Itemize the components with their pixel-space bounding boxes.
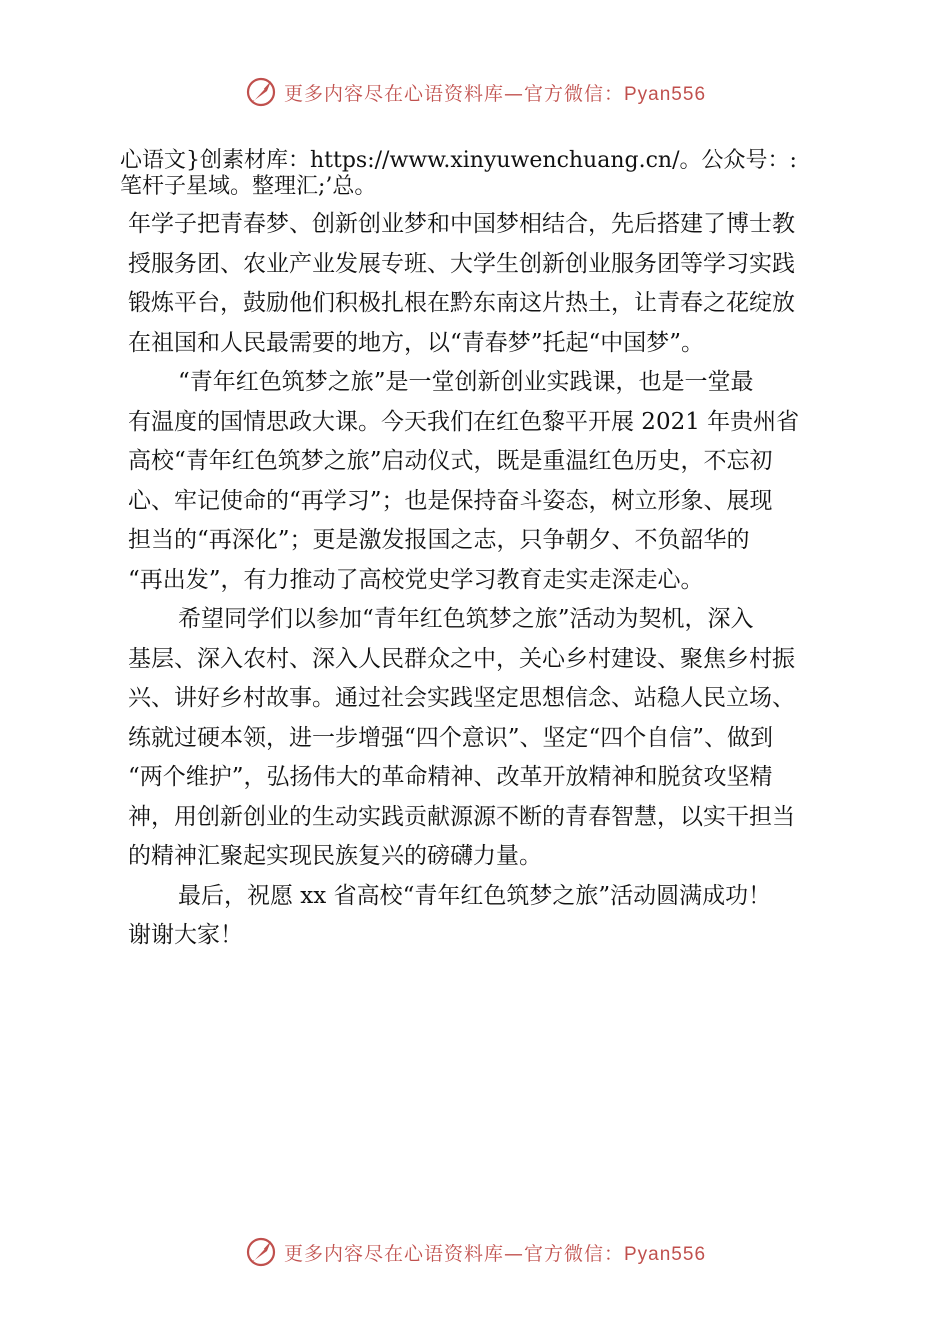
body-line: 兴、讲好乡村故事。通过社会实践坚定思想信念、站稳人民立场、 — [128, 685, 795, 711]
banner-wechat-id: Pyan556 — [624, 83, 707, 105]
body-line: 基层、深入农村、深入人民群众之中，关心乡村建设、聚焦乡村振 — [128, 645, 795, 672]
body-line: “两个维护”，弘扬伟大的革命精神、改革开放精神和脱贫攻坚精 — [128, 764, 773, 790]
header-banner — [0, 72, 950, 112]
quill-logo-icon — [244, 1235, 278, 1269]
banner-text — [284, 1239, 706, 1266]
body-line: 高校“青年红色筑梦之旅”启动仪式，既是重温红色历史，不忘初 — [128, 448, 773, 474]
banner-label: 更多内容尽在心语资料库—官方微信： — [283, 1242, 624, 1265]
banner-label: 更多内容尽在心语资料库—官方微信： — [283, 82, 624, 105]
body-line: 锻炼平台，鼓励他们积极扎根在黔东南这片热土，让青春之花绽放 — [128, 290, 795, 316]
source-note-line-1: 心语文}创素材库：https://www.xinyuwenchuang.cn/。公众号：: — [120, 148, 797, 173]
body-line: 担当的“再深化”；更是激发报国之志，只争朝夕、不负韶华的 — [128, 527, 750, 553]
body-line: 有温度的国情思政大课。今天我们在红色黎平开展 2021 年贵州省 — [128, 408, 800, 435]
paragraph-start-line: “青年红色筑梦之旅”是一堂创新创业实践课，也是一堂最 — [178, 369, 754, 395]
body-line: 神，用创新创业的生动实践贡献源源不断的青春智慧，以实干担当 — [128, 803, 795, 830]
body-line: 在祖国和人民最需要的地方，以“青春梦”托起“中国梦”。 — [128, 329, 705, 356]
quill-logo-icon — [244, 75, 278, 109]
body-line: 的精神汇聚起实现民族复兴的磅礴力量。 — [128, 843, 542, 869]
body-line: 练就过硬本领，进一步增强“四个意识”、坚定“四个自信”、做到 — [128, 724, 774, 751]
banner-wechat-id: Pyan556 — [624, 1243, 707, 1265]
body-line: 年学子把青春梦、创新创业梦和中国梦相结合，先后搭建了博士教 — [128, 211, 795, 237]
paragraph-start-line: 最后，祝愿 xx 省高校“青年红色筑梦之旅”活动圆满成功！ — [178, 882, 772, 909]
banner-text — [284, 79, 706, 106]
body-line: 心、牢记使命的“再学习”；也是保持奋斗姿态，树立形象、展现 — [128, 487, 773, 514]
document-body — [128, 205, 848, 956]
source-note-line-2: 笔杆子星域。整理汇;’总。 — [120, 174, 377, 199]
paragraph-start-line: 希望同学们以参加“青年红色筑梦之旅”活动为契机，深入 — [178, 606, 754, 632]
source-note — [120, 148, 880, 200]
footer-banner — [0, 1232, 950, 1272]
body-line: 谢谢大家！ — [128, 922, 243, 948]
body-line: “再出发”，有力推动了高校党史学习教育走实走深走心。 — [128, 566, 704, 593]
body-line: 授服务团、农业产业发展专班、大学生创新创业服务团等学习实践 — [128, 250, 795, 277]
